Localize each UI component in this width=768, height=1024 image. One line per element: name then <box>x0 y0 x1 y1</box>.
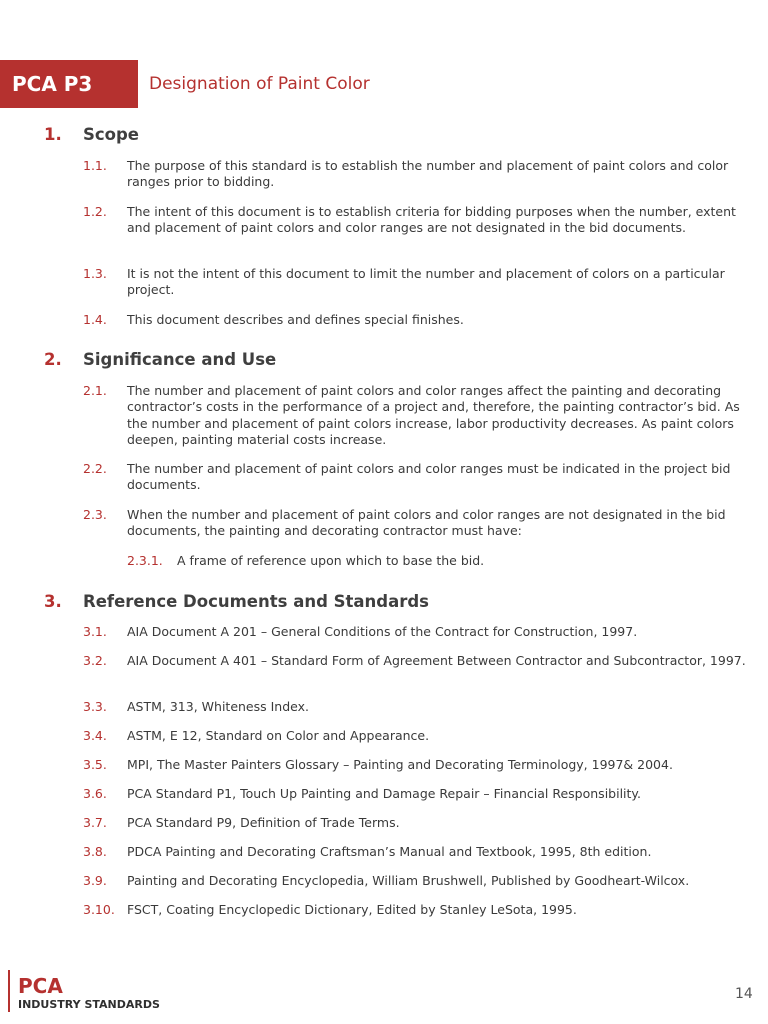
item-number: 3.8. <box>83 844 107 859</box>
item-number: 2.1. <box>83 383 107 398</box>
item-number: 2.3. <box>83 507 107 522</box>
item-number: 3.6. <box>83 786 107 801</box>
footer-accent-bar <box>8 970 10 1012</box>
item-text: FSCT, Coating Encyclopedic Dictionary, Edited by Stanley LeSota, 1995. <box>127 902 577 917</box>
item-text: It is not the intent of this document to limit the number and placement of colors on a particular project. <box>127 266 725 298</box>
item-text: AIA Document A 201 – General Conditions of the Contract for Construction, 1997. <box>127 624 638 639</box>
item-number: 1.2. <box>83 204 107 219</box>
item-number: 3.2. <box>83 653 107 668</box>
item-number: 2.3.1. <box>127 553 163 568</box>
item-text: PDCA Painting and Decorating Craftsman’s Manual and Textbook, 1995, 8th edition. <box>127 844 652 859</box>
item-text: PCA Standard P1, Touch Up Painting and Damage Repair – Financial Responsibility. <box>127 786 642 801</box>
item-number: 3.1. <box>83 624 107 639</box>
item-number: 3.7. <box>83 815 107 830</box>
item-text: Painting and Decorating Encyclopedia, William Brushwell, Published by Goodheart-Wilcox. <box>127 873 690 888</box>
document-code: PCA P3 <box>12 72 93 96</box>
item-number: 1.3. <box>83 266 107 281</box>
item-text: The number and placement of paint colors and color ranges must be indicated in the project bid documents. <box>127 461 731 493</box>
item-text: A frame of reference upon which to base the bid. <box>177 553 485 568</box>
section-number: 3. <box>44 592 62 611</box>
item-text: This document describes and defines special finishes. <box>127 312 464 327</box>
footer-subtitle: INDUSTRY STANDARDS <box>18 998 160 1011</box>
section-number: 1. <box>44 125 62 144</box>
item-text: MPI, The Master Painters Glossary – Painting and Decorating Terminology, 1997& 2004. <box>127 757 673 772</box>
item-text: The number and placement of paint colors and color ranges affect the painting and decorating contractor’s costs in the performance of a project and, therefore, the painting contractor’s bid. As the number and placement of paint colors increase, labor productivity decreases. As paint colors deepen, painting material costs increase. <box>127 383 740 448</box>
page-number: 14 <box>735 986 753 1002</box>
item-number: 1.4. <box>83 312 107 327</box>
item-number: 2.2. <box>83 461 107 476</box>
section-title: Reference Documents and Standards <box>83 592 430 611</box>
section-title: Significance and Use <box>83 350 277 369</box>
section-title: Scope <box>83 125 140 144</box>
item-text: When the number and placement of paint colors and color ranges are not designated in the bid documents, the painting and decorating contractor must have: <box>127 507 726 539</box>
item-number: 3.4. <box>83 728 107 743</box>
item-number: 3.5. <box>83 757 107 772</box>
item-number: 3.3. <box>83 699 107 714</box>
footer-logo: PCA <box>18 974 63 998</box>
item-text: AIA Document A 401 – Standard Form of Agreement Between Contractor and Subcontractor, 1997. <box>127 653 746 668</box>
section-number: 2. <box>44 350 62 369</box>
item-text: The purpose of this standard is to establish the number and placement of paint colors and color ranges prior to bidding. <box>127 158 729 190</box>
item-text: The intent of this document is to establish criteria for bidding purposes when the number, extent and placement of paint colors and color ranges are not designated in the bid documents. <box>127 204 736 236</box>
item-number: 3.10. <box>83 902 115 917</box>
item-text: ASTM, E 12, Standard on Color and Appearance. <box>127 728 430 743</box>
document-code-badge <box>0 60 138 108</box>
item-text: ASTM, 313, Whiteness Index. <box>127 699 310 714</box>
item-number: 3.9. <box>83 873 107 888</box>
item-number: 1.1. <box>83 158 107 173</box>
document-title: Designation of Paint Color <box>149 74 370 94</box>
item-text: PCA Standard P9, Definition of Trade Terms. <box>127 815 400 830</box>
